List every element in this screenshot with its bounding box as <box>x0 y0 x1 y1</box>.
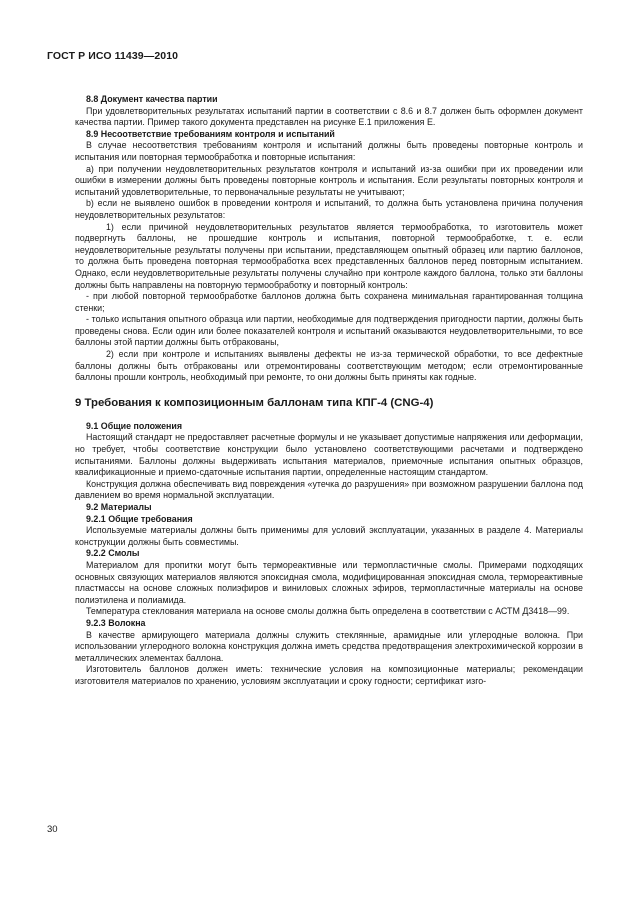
list-item: - при любой повторной термообработке баллонов должна быть сохранена минимальная гарантированная толщина стенки; <box>75 291 583 313</box>
section-8-9-title: 8.9 Несоответствие требованиям контроля и испытаний <box>86 128 335 139</box>
list-item: 2) если при контроле и испытаниях выявлены дефекты не из-за термической обработки, то все дефектные баллоны должны быть отбракованы или отремонтированы соответствующим методом; если отремонтированные баллоны прошли контроль, необходимый при ремонте, то они должны быть приняты как годные. <box>75 349 583 383</box>
paragraph: Температура стеклования материала на основе смолы должна быть определена в соответствии с АСТМ Д3418—99. <box>86 606 570 617</box>
paragraph: Конструкция должна обеспечивать вид повреждения «утечка до разрушения» при возможном разрушении баллона под давлением во время нормальной эксплуатации. <box>75 478 583 501</box>
section-9-2-1-title: 9.2.1 Общие требования <box>86 513 193 524</box>
document-header: ГОСТ Р ИСО 11439—2010 <box>47 50 179 62</box>
section-9-title: 9 Требования к композиционным баллонам типа КПГ-4 (CNG-4) <box>75 396 434 409</box>
paragraph: Материалом для пропитки могут быть термореактивные или термопластичные смолы. Примерами подходящих основных связующих материалов являются эпоксидная смола, модифицированная эпоксидная смола, термореактивные пластмассы на основе сложных полиэфиров и виниловых сложных эфиров, термопластичные материалы на основе полиэтилена и полиамида. <box>75 559 583 605</box>
section-9-1-title: 9.1 Общие положения <box>86 420 183 431</box>
paragraph: Изготовитель баллонов должен иметь: технические условия на композиционные материалы; рекомендации изготовителя материалов по хранению, условиям эксплуатации и сроку годности; сертификат изго- <box>75 664 583 686</box>
section-9-2-2-title: 9.2.2 Смолы <box>86 548 140 559</box>
section-9-2-3-title: 9.2.3 Волокна <box>86 617 146 628</box>
list-item: 1) если причиной неудовлетворительных результатов является термообработка, то изготовитель может подвергнуть баллоны, не прошедшие контроль и испытания, повторной термообработке, т. е. если неудовлетворительные результаты получены при испытании, представляющем опытный образец или партию баллонов, то должна быть проведена повторная термообработка всех представленных баллонов перед повторным испытанием. Однако, если неудовлетворительные результаты получены случайно при контроле каждого баллона, только эти баллоны должны быть направлены на повторную термообработку и повторный контроль: <box>75 221 583 290</box>
paragraph: В качестве армирующего материала должны служить стеклянные, арамидные или углеродные волокна. При использовании углеродного волокна конструкция должна иметь средства предотвращения электрохимической коррозии в металлических элементах баллона. <box>75 629 583 663</box>
page-number: 30 <box>47 824 58 835</box>
document-body <box>75 94 583 688</box>
paragraph: В случае несоответствия требованиям контроля и испытаний должны быть проведены повторные контроль и испытания или повторная термообработка и повторные испытания: <box>75 140 583 162</box>
section-9-2-title: 9.2 Материалы <box>86 502 152 512</box>
section-8-8-title: 8.8 Документ качества партии <box>86 94 218 104</box>
paragraph: Используемые материалы должны быть применимы для условий эксплуатации, указанных в разделе 4. Материалы конструкции должны быть совместимы. <box>75 525 583 547</box>
list-item: b) если не выявлено ошибок в проведении контроля и испытаний, то должна быть установлена причина получения неудовлетворительных результатов: <box>75 198 583 220</box>
list-item: а) при получении неудовлетворительных результатов контроля и испытаний из-за ошибки при их проведении или ошибки в измерении должны быть проведены повторные контроль и испытания. Если результаты повторных контроля и испытаний удовлетворительные, то первоначальные результаты не учитывают; <box>75 163 583 197</box>
list-item: - только испытания опытного образца или партии, необходимые для подтверждения пригодности партии, должны быть проведены снова. Если один или более показателей контроля и испытаний оказываются неудовлетворительными, то все баллоны этой партии должны быть отбракованы, <box>75 314 583 348</box>
paragraph: Настоящий стандарт не предоставляет расчетные формулы и не указывает допустимые напряжения или деформации, но требует, чтобы соответствие конструкции было установлено соответствующими расчетами и подтверждено испытаниями. Баллоны должны выдерживать испытания материалов, приемочные испытания опытных образцов, квалификационные и приемо-сдаточные испытания партии, определенные настоящим стандартом. <box>75 432 583 478</box>
paragraph: При удовлетворительных результатах испытаний партии в соответствии с 8.6 и 8.7 должен быть оформлен документ качества партии. Пример такого документа представлен на рисунке Е.1 приложения Е. <box>75 105 583 128</box>
